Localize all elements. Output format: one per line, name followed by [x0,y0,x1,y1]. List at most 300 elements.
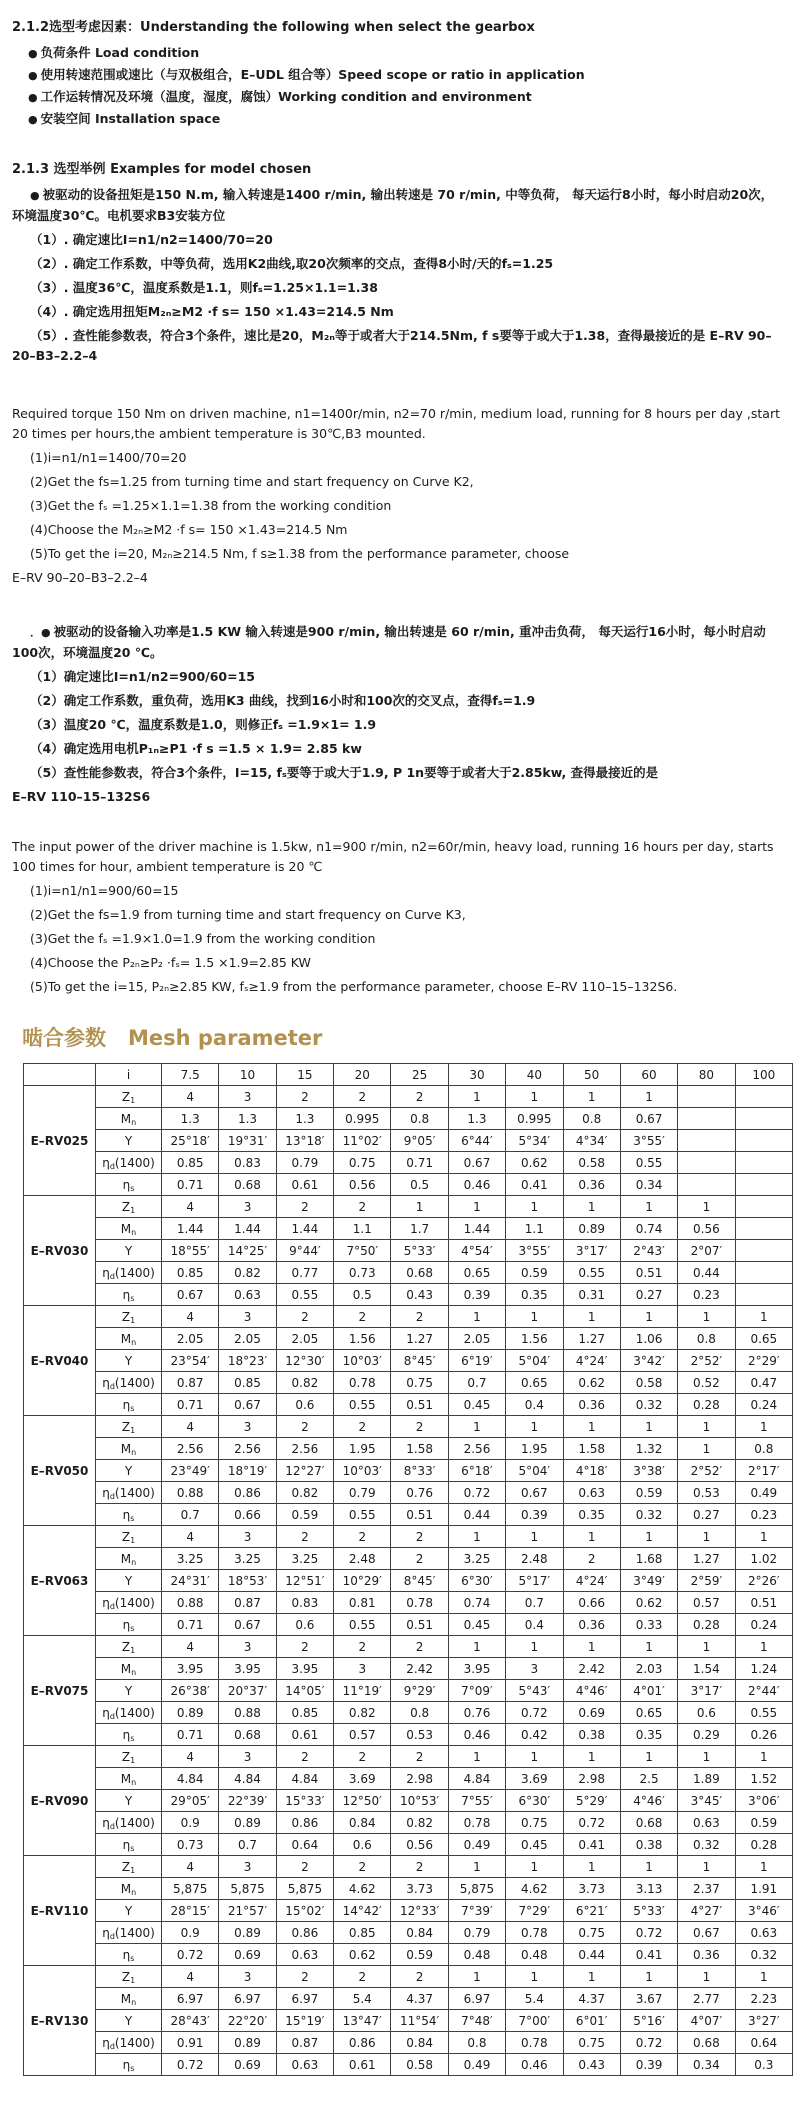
row-parameter-label: Y [96,1240,162,1262]
table-cell: 7°48′ [448,2010,505,2032]
table-cell: 2 [276,1636,333,1658]
row-parameter-label: $\eta_s$ [96,1284,162,1306]
table-cell: 2 [276,1416,333,1438]
table-cell: 0.66 [563,1592,620,1614]
table-cell: 0.67 [219,1394,276,1416]
row-parameter-label: $\eta_d(1400)$ [96,1702,162,1724]
list-item [28,43,784,64]
table-cell: 3.95 [219,1658,276,1680]
table-cell: 0.68 [620,1812,677,1834]
table-cell: 0.63 [276,1944,333,1966]
table-cell: 2.98 [391,1768,448,1790]
table-cell: 0.86 [334,2032,391,2054]
table-cell: 5,875 [276,1878,333,1900]
table-cell: 13°47′ [334,2010,391,2032]
table-cell: 3 [219,1196,276,1218]
table-cell: 0.27 [620,1284,677,1306]
list-item-label: 负荷条件 Load condition [40,45,200,60]
table-cell: 2 [276,1526,333,1548]
row-parameter-label: $\eta_d(1400)$ [96,1152,162,1174]
row-parameter-label: $\eta_s$ [96,1614,162,1636]
table-cell: 25°18′ [162,1130,219,1152]
table-row [24,1570,793,1592]
table-cell: 3.69 [506,1768,563,1790]
table-cell: 2 [391,1526,448,1548]
table-cell: 1 [563,1966,620,1988]
table-cell: 2°07′ [678,1240,735,1262]
table-cell: 0.78 [506,2032,563,2054]
table-cell: 0.46 [448,1724,505,1746]
table-row [24,1702,793,1724]
table-cell: 0.55 [735,1702,792,1724]
table-row [24,1658,793,1680]
table-cell: 6°30′ [448,1570,505,1592]
ratio-column-header: 10 [219,1064,276,1086]
row-parameter-label: Y [96,1900,162,1922]
row-parameter-label: $Z_1$ [96,1306,162,1328]
table-cell: 3°55′ [620,1130,677,1152]
table-cell: 4°46′ [563,1680,620,1702]
example1-model-result: E–RV 90–20–B3–2.2–4 [12,570,148,585]
table-cell: 0.7 [219,1834,276,1856]
ratio-column-header: 7.5 [162,1064,219,1086]
table-cell: 1.24 [735,1658,792,1680]
table-cell: 0.34 [678,2054,735,2076]
row-parameter-label: $M_n$ [96,1878,162,1900]
table-cell: 1 [563,1306,620,1328]
table-cell: 0.5 [334,1284,391,1306]
table-cell: 0.71 [162,1394,219,1416]
step-line: (1)i=n1/n1=1400/70=20 [30,450,187,465]
table-cell: 1 [620,1526,677,1548]
table-row [24,1900,793,1922]
table-cell: 8°33′ [391,1460,448,1482]
table-cell: 6°30′ [506,1790,563,1812]
table-cell: 1 [620,1196,677,1218]
table-cell: 0.86 [219,1482,276,1504]
table-cell: 0.72 [563,1812,620,1834]
table-cell: 0.39 [506,1504,563,1526]
row-parameter-label: $Z_1$ [96,1746,162,1768]
table-cell: 1 [391,1196,448,1218]
table-cell: 0.65 [448,1262,505,1284]
table-cell: 0.68 [219,1174,276,1196]
table-cell: 18°23′ [219,1350,276,1372]
table-cell: 2.03 [620,1658,677,1680]
table-cell: 4 [162,1196,219,1218]
step-line: （4）. 确定选用扭矩M₂ₙ≥M2 ·f s= 150 ×1.43=214.5 Nm [30,304,394,319]
table-cell: 15°33′ [276,1790,333,1812]
table-cell: 4.62 [506,1878,563,1900]
table-cell: 12°51′ [276,1570,333,1592]
table-cell: 4 [162,1526,219,1548]
table-cell: 4°46′ [620,1790,677,1812]
table-cell: 2.23 [735,1988,792,2010]
row-parameter-label: $Z_1$ [96,1636,162,1658]
table-cell: 0.75 [563,2032,620,2054]
table-cell: 5°34′ [506,1130,563,1152]
table-cell: 1 [735,1306,792,1328]
table-cell: 0.58 [391,2054,448,2076]
step-line: (5)To get the i=20, M₂ₙ≥214.5 Nm, f s≥1.38 from the performance parameter, choose [30,546,570,561]
table-cell: 2 [391,1416,448,1438]
table-cell: 0.45 [448,1614,505,1636]
ratio-column-header: 30 [448,1064,505,1086]
table-cell: 3°42′ [620,1350,677,1372]
table-row [24,1768,793,1790]
table-cell: 2 [391,1086,448,1108]
table-cell: 0.72 [620,2032,677,2054]
table-row [24,1218,793,1240]
table-row [24,1526,793,1548]
table-cell: 0.77 [276,1262,333,1284]
table-cell: 18°53′ [219,1570,276,1592]
table-cell: 2.98 [563,1768,620,1790]
table-cell: 2 [391,1306,448,1328]
table-cell: 0.76 [391,1482,448,1504]
table-cell: 0.23 [735,1504,792,1526]
table-cell: 11°54′ [391,2010,448,2032]
table-cell: 5°29′ [563,1790,620,1812]
table-cell [735,1218,792,1240]
table-cell: 1 [506,1196,563,1218]
table-cell: 1.44 [162,1218,219,1240]
table-cell: 4°07′ [678,2010,735,2032]
table-cell: 4°01′ [620,1680,677,1702]
table-cell: 3 [506,1658,563,1680]
table-row [24,1548,793,1570]
table-cell: 1 [563,1746,620,1768]
example2-steps-cn [12,667,784,783]
table-cell: 5,875 [162,1878,219,1900]
table-row [24,2032,793,2054]
table-cell: 2°44′ [735,1680,792,1702]
table-cell: 0.4 [506,1614,563,1636]
table-cell: 1.1 [334,1218,391,1240]
table-row [24,1834,793,1856]
row-parameter-label: $\eta_s$ [96,1504,162,1526]
table-cell: 1 [506,1086,563,1108]
table-cell: 0.52 [678,1372,735,1394]
table-row [24,1328,793,1350]
model-name: E–RV090 [24,1746,96,1856]
table-cell: 0.5 [391,1174,448,1196]
table-cell: 2 [563,1548,620,1570]
table-row [24,1350,793,1372]
table-row [24,1856,793,1878]
row-parameter-label: $Z_1$ [96,1526,162,1548]
table-cell: 1 [448,1856,505,1878]
table-cell: 6°01′ [563,2010,620,2032]
table-cell: 0.44 [678,1262,735,1284]
table-row [24,1812,793,1834]
table-cell: 2.42 [391,1658,448,1680]
table-cell: 0.32 [620,1504,677,1526]
table-cell: 14°05′ [276,1680,333,1702]
table-cell: 2.37 [678,1878,735,1900]
example1-intro-en: Required torque 150 Nm on driven machine, n1=1400r/min, n2=70 r/min, medium load, running for 8 hours per day ,start 20 times per hours,the ambient temperature is 30℃,B3 mounted. [12,406,781,441]
row-parameter-label: $\eta_d(1400)$ [96,1812,162,1834]
row-parameter-label: $Z_1$ [96,1416,162,1438]
table-cell: 3 [219,1636,276,1658]
example1-intro-cn-text: 被驱动的设备扭矩是150 N.m, 输入转速是1400 r/min, 输出转速是 70 r/min, 中等负荷， 每天运行8小时，每小时启动20次，环境温度30℃。电机要求B3安装方位 [12,187,774,223]
table-cell: 0.82 [276,1372,333,1394]
table-cell: 0.72 [162,1944,219,1966]
table-cell: 8°45′ [391,1350,448,1372]
table-cell: 0.84 [391,1922,448,1944]
table-cell: 18°55′ [162,1240,219,1262]
table-cell: 14°42′ [334,1900,391,1922]
table-cell: 5°33′ [391,1240,448,1262]
table-cell: 0.89 [219,1922,276,1944]
row-parameter-label: $M_n$ [96,1218,162,1240]
table-cell: 0.46 [448,1174,505,1196]
table-cell: 2.56 [448,1438,505,1460]
table-cell: 2.56 [219,1438,276,1460]
table-cell: 10°29′ [334,1570,391,1592]
model-name: E–RV025 [24,1086,96,1196]
table-cell: 0.85 [334,1922,391,1944]
step-line: （4）确定选用电机P₁ₙ≥P1 ·f s =1.5 × 1.9= 2.85 kw [30,741,362,756]
table-cell: 7°39′ [448,1900,505,1922]
table-cell: 3°49′ [620,1570,677,1592]
table-cell: 1.95 [506,1438,563,1460]
table-cell: 0.27 [678,1504,735,1526]
table-cell: 1 [678,1306,735,1328]
table-row [24,1922,793,1944]
table-cell: 2 [276,1856,333,1878]
list-item-label: 使用转速范围或速比（与双极组合，E–UDL 组合等）Speed scope or ratio in application [40,67,585,82]
row-parameter-label: Y [96,1460,162,1482]
table-cell: 0.86 [276,1922,333,1944]
table-cell: 1 [506,1416,563,1438]
table-cell: 0.84 [391,2032,448,2054]
table-cell: 0.89 [219,2032,276,2054]
table-cell [735,1108,792,1130]
table-cell: 2.05 [276,1328,333,1350]
table-cell [678,1130,735,1152]
table-cell: 3 [219,1086,276,1108]
table-cell: 0.65 [735,1328,792,1350]
table-cell: 2 [276,1746,333,1768]
table-cell: 6°19′ [448,1350,505,1372]
table-cell: 7°50′ [334,1240,391,1262]
table-cell: 5°43′ [506,1680,563,1702]
table-cell: 15°02′ [276,1900,333,1922]
table-cell: 0.63 [219,1284,276,1306]
table-cell: 0.32 [735,1944,792,1966]
table-cell: 1.27 [563,1328,620,1350]
table-cell: 3°45′ [678,1790,735,1812]
table-cell: 0.61 [334,2054,391,2076]
table-cell [678,1108,735,1130]
table-cell: 18°19′ [219,1460,276,1482]
table-cell: 29°05′ [162,1790,219,1812]
table-cell: 0.59 [391,1944,448,1966]
table-cell: 0.78 [448,1812,505,1834]
table-cell: 0.35 [620,1724,677,1746]
table-cell: 0.41 [506,1174,563,1196]
table-cell: 0.6 [334,1834,391,1856]
table-cell: 3.25 [162,1548,219,1570]
table-cell: 0.72 [506,1702,563,1724]
table-cell: 0.82 [276,1482,333,1504]
row-parameter-label: Y [96,1130,162,1152]
table-cell: 4 [162,1856,219,1878]
table-cell: 4.84 [276,1768,333,1790]
table-cell: 0.73 [162,1834,219,1856]
table-cell: 0.56 [391,1834,448,1856]
model-name: E–RV030 [24,1196,96,1306]
model-name: E–RV040 [24,1306,96,1416]
row-parameter-label: $\eta_d(1400)$ [96,1262,162,1284]
table-cell: 0.7 [162,1504,219,1526]
table-cell: 2 [334,1086,391,1108]
table-cell: 21°57′ [219,1900,276,1922]
table-cell: 2 [391,1636,448,1658]
step-line: (2)Get the fs=1.9 from turning time and start frequency on Curve K3, [30,907,466,922]
example1-intro-cn [12,185,784,226]
table-cell: 0.67 [219,1614,276,1636]
table-cell: 1 [620,1306,677,1328]
table-cell: 9°29′ [391,1680,448,1702]
table-cell: 0.24 [735,1394,792,1416]
row-parameter-label: Y [96,1350,162,1372]
table-cell: 0.67 [162,1284,219,1306]
table-cell: 0.55 [334,1614,391,1636]
table-cell: 1.58 [563,1438,620,1460]
table-cell [735,1196,792,1218]
table-cell: 3.69 [334,1768,391,1790]
table-cell: 19°31′ [219,1130,276,1152]
table-cell: 3.95 [162,1658,219,1680]
table-cell: 3 [334,1658,391,1680]
table-cell: 23°49′ [162,1460,219,1482]
table-cell: 0.49 [448,2054,505,2076]
table-cell: 7°09′ [448,1680,505,1702]
table-cell: 0.68 [678,2032,735,2054]
table-cell: 1 [563,1526,620,1548]
table-cell: 2 [391,1966,448,1988]
step-line: (2)Get the fs=1.25 from turning time and start frequency on Curve K2, [30,474,474,489]
table-cell: 10°53′ [391,1790,448,1812]
table-cell: 2.05 [448,1328,505,1350]
row-parameter-label: $\eta_s$ [96,1724,162,1746]
table-cell: 0.72 [620,1922,677,1944]
table-cell: 4.37 [563,1988,620,2010]
example1-steps-en [12,448,784,564]
table-cell: 0.75 [563,1922,620,1944]
table-cell: 0.3 [735,2054,792,2076]
table-cell [735,1240,792,1262]
table-cell: 0.79 [276,1152,333,1174]
row-parameter-label: Y [96,1680,162,1702]
row-parameter-label: $Z_1$ [96,1086,162,1108]
table-cell: 1.68 [620,1548,677,1570]
table-cell: 3°55′ [506,1240,563,1262]
table-cell: 5,875 [219,1878,276,1900]
table-cell: 0.55 [563,1262,620,1284]
step-line: (4)Choose the P₂ₙ≥P₂ ·fₛ= 1.5 ×1.9=2.85 KW [30,955,311,970]
table-cell: 0.58 [620,1372,677,1394]
step-line: （2）确定工作系数，重负荷，选用K3 曲线，找到16小时和100次的交叉点，查得fₛ=1.9 [30,693,536,708]
table-cell: 4 [162,1636,219,1658]
table-cell: 0.8 [735,1438,792,1460]
table-cell: 0.61 [276,1724,333,1746]
table-cell: 0.4 [506,1394,563,1416]
table-cell: 0.9 [162,1922,219,1944]
table-cell: 0.85 [162,1262,219,1284]
list-item [28,87,784,108]
table-cell: 0.75 [391,1372,448,1394]
table-cell: 14°25′ [219,1240,276,1262]
table-cell: 0.6 [678,1702,735,1724]
table-cell: 1.3 [219,1108,276,1130]
table-cell: 1 [506,1526,563,1548]
row-parameter-label: $\eta_d(1400)$ [96,1482,162,1504]
table-cell: 0.41 [563,1834,620,1856]
table-row [24,1394,793,1416]
bullet-icon: ● [28,113,38,126]
table-cell: 0.56 [334,1174,391,1196]
table-cell: 12°50′ [334,1790,391,1812]
table-cell: 2 [334,1196,391,1218]
step-line: (4)Choose the M₂ₙ≥M2 ·f s= 150 ×1.43=214.5 Nm [30,522,348,537]
table-cell: 3°06′ [735,1790,792,1812]
table-cell: 0.33 [620,1614,677,1636]
table-cell: 6.97 [276,1988,333,2010]
table-cell: 2 [276,1966,333,1988]
row-parameter-label: $M_n$ [96,1768,162,1790]
table-cell: 1 [678,1416,735,1438]
step-line: (3)Get the fₛ =1.9×1.0=1.9 from the working condition [30,931,376,946]
table-cell: 3 [219,1526,276,1548]
table-cell: 28°15′ [162,1900,219,1922]
table-cell: 24°31′ [162,1570,219,1592]
table-cell: 1 [735,1856,792,1878]
table-cell: 1 [678,1856,735,1878]
table-cell: 0.8 [448,2032,505,2054]
table-cell: 1 [563,1086,620,1108]
row-parameter-label: $\eta_s$ [96,1944,162,1966]
table-cell: 1 [448,1636,505,1658]
list-item-label: 工作运转情况及环境（温度，湿度，腐蚀）Working condition and environment [40,89,532,104]
table-cell: 0.63 [735,1922,792,1944]
table-row [24,1636,793,1658]
table-cell: 0.89 [162,1702,219,1724]
table-cell: 4.84 [448,1768,505,1790]
table-cell: 2.05 [162,1328,219,1350]
row-parameter-label: $M_n$ [96,1548,162,1570]
table-cell: 5.4 [506,1988,563,2010]
table-cell: 2.77 [678,1988,735,2010]
bullet-icon: ● [28,91,38,104]
table-cell: 0.45 [448,1394,505,1416]
table-cell: 1.95 [334,1438,391,1460]
ratio-column-header: 60 [620,1064,677,1086]
row-parameter-label: $\eta_d(1400)$ [96,2032,162,2054]
step-line: （2）. 确定工作系数，中等负荷，选用K2曲线,取20次频率的交点，查得8小时/天的fₛ=1.25 [30,256,554,271]
table-cell: 0.91 [162,2032,219,2054]
table-cell: 0.35 [506,1284,563,1306]
table-cell: 13°18′ [276,1130,333,1152]
table-row [24,1372,793,1394]
bullet-icon: ．● [30,626,51,639]
table-cell: 0.38 [563,1724,620,1746]
example1-steps-cn [12,230,784,366]
bullet-icon: ● [28,69,38,82]
table-cell: 0.35 [563,1504,620,1526]
